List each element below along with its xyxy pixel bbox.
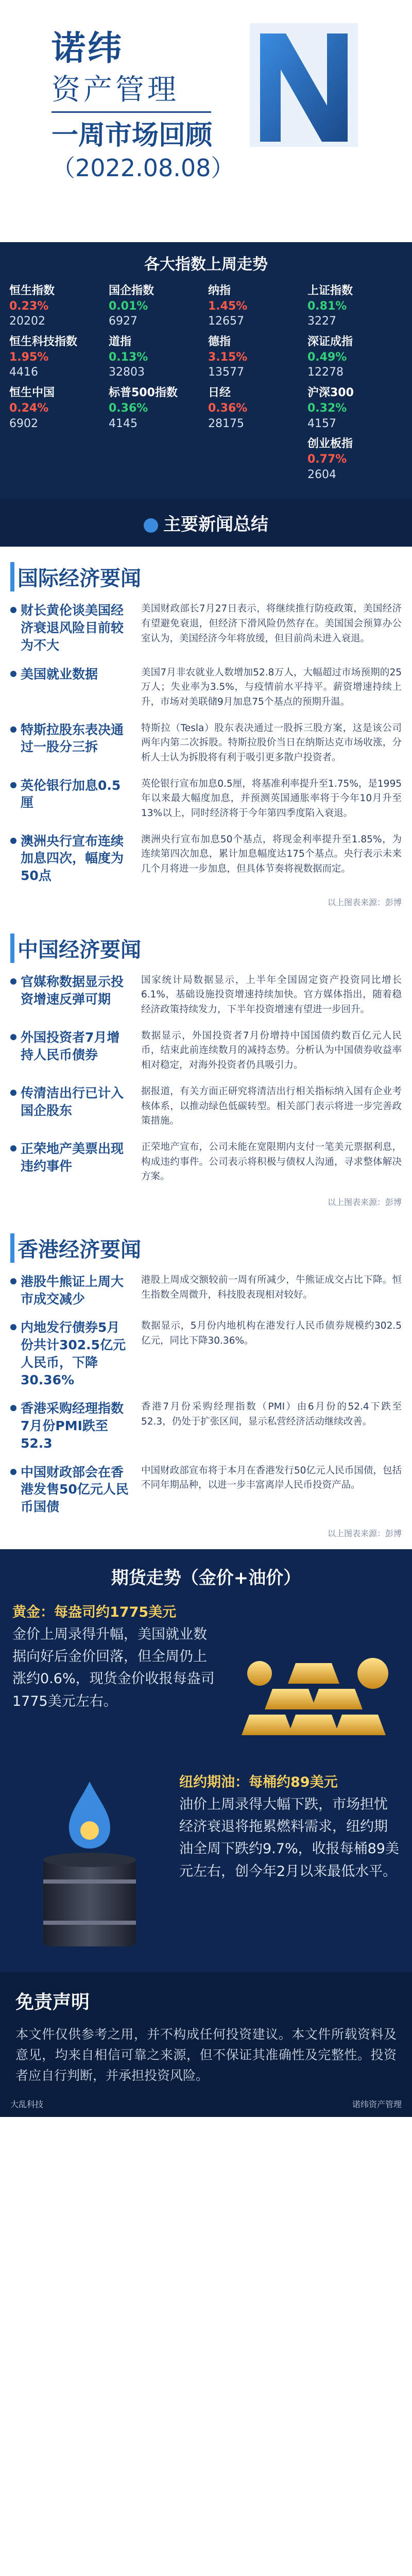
news-entry [10, 1273, 402, 1308]
index-name: 德指 [208, 335, 231, 349]
bullet-icon [10, 1469, 16, 1475]
index-name: 上证指数 [307, 284, 353, 297]
gold-highlight: 黄金：每盎司约1775美元 [12, 1604, 177, 1620]
news-entry [10, 1464, 402, 1516]
news-entry-body: 中国财政部宣布将于本月在香港发行50亿元人民币国债，包括不同年期品种，以进一步丰富离岸人民币投资产品。 [141, 1465, 402, 1491]
index-name: 恒生科技指数 [9, 335, 78, 349]
index-change: 0.36% [109, 401, 148, 415]
index-grid [9, 283, 403, 482]
index-performance-section [0, 242, 412, 499]
intl-source: 以上图表来源：彭博 [327, 897, 402, 907]
index-change: 3.15% [208, 350, 248, 364]
index-item [208, 385, 303, 431]
index-item [109, 283, 204, 329]
commodity-section [0, 1549, 412, 1972]
cn-news-list [10, 973, 402, 1184]
news-summary-title: 主要新闻总结 [163, 514, 268, 535]
oil-text [179, 1771, 400, 1957]
bullet-icon [10, 978, 16, 985]
news-entry-title: 传清洁出行已计入国企股东 [21, 1085, 124, 1118]
index-value: 12278 [307, 366, 344, 379]
disclaimer-title: 免责声明 [15, 1991, 90, 2013]
index-change: 1.45% [208, 299, 248, 313]
gold-text [12, 1601, 218, 1756]
news-entry-body: 美国7月非农就业人数增加52.8万人，大幅超过市场预期的25万人；失业率为3.5%，与疫情前水平持平。薪资增速持续上升，市场对美联储9月加息75个基点的预期升温。 [141, 667, 402, 707]
news-entry-body: 英伦银行宣布加息0.5厘，将基准利率提升至1.75%，是1995年以来最大幅度加息，并预测英国通胀率将于今年10月升至13%以上，同时经济将于今年第四季度陷入衰退。 [141, 778, 402, 819]
news-entry-label [10, 1400, 129, 1452]
brand-name: 诺纬 [52, 28, 124, 68]
index-name: 纳指 [208, 284, 231, 297]
index-change: 1.95% [9, 350, 49, 364]
news-entry-label [10, 973, 129, 1018]
index-name: 标普500指数 [109, 386, 178, 400]
oil-barrel-icon [12, 1771, 167, 1957]
bullet-icon [10, 782, 16, 788]
news-entry [10, 1319, 402, 1388]
index-item [9, 385, 105, 431]
index-change: 0.36% [208, 401, 248, 415]
intl-news-list [10, 602, 402, 885]
disclaimer-section [0, 1972, 412, 2117]
bullet-icon [10, 607, 16, 613]
gold-bars-icon [229, 1601, 399, 1756]
index-name: 创业板指 [307, 437, 353, 451]
news-entry-label [10, 1140, 129, 1184]
news-entry [10, 1084, 402, 1129]
news-entry-label [10, 721, 129, 766]
news-entry [10, 602, 402, 654]
index-item [307, 436, 403, 482]
index-item [307, 334, 403, 380]
index-value: 4416 [9, 366, 38, 379]
bullet-icon [10, 726, 16, 733]
news-entry [10, 833, 402, 885]
index-item [9, 334, 105, 380]
index-name: 恒生指数 [9, 284, 55, 297]
index-value: 6902 [9, 417, 38, 430]
news-entry-label [10, 777, 129, 821]
gold-description: 金价上周录得升幅，美国就业数据向好后金价回落，但全周仍上涨约0.6%，现货金价收报每盎司1775美元左右。 [12, 1626, 215, 1709]
news-entry-title: 港股牛熊证上周大市成交减少 [21, 1274, 124, 1307]
index-change: 0.81% [307, 299, 347, 313]
news-entry-title: 内地发行债券5月份共计302.5亿元人民币，下降30.36% [21, 1320, 126, 1387]
index-item [9, 283, 105, 329]
hk-source: 以上图表来源：彭博 [327, 1528, 402, 1538]
header [0, 0, 412, 242]
intl-news-section [0, 547, 412, 918]
news-entry-body: 美国财政部长7月27日表示，将继续推行防疫政策，美国经济有望避免衰退，但经济下滑风险仍然存在。美国国会预算办公室认为，美国经济今年将放缓，但目前尚未进入衰退。 [141, 603, 402, 644]
index-value: 28175 [208, 417, 244, 430]
index-name: 沪深300 [307, 386, 354, 400]
oil-description: 油价上周录得大幅下跌，市场担忧经济衰退将拖累燃料需求，纽约期油全周下跌约9.7%，收报每桶89美元左右，创今年2月以来最低水平。 [179, 1797, 399, 1879]
gold-block [12, 1601, 400, 1756]
bullet-icon [10, 1034, 16, 1040]
report-title: 一周市场回顾 [52, 120, 213, 151]
index-change: 0.77% [307, 452, 347, 466]
index-name: 日经 [208, 386, 231, 400]
brand-subtitle: 资产管理 [52, 73, 179, 107]
news-entry-body: 澳洲央行宣布加息50个基点，将现金利率提升至1.85%，为连续第四次加息，累计加息幅度达175个基点。央行表示未来几个月将进一步加息，但具体节奏将视数据而定。 [141, 834, 402, 874]
company-logo [239, 18, 368, 152]
index-item [9, 436, 105, 482]
index-value: 13577 [208, 366, 244, 379]
bullet-icon [10, 671, 16, 677]
index-change: 0.13% [109, 350, 148, 364]
index-change: 0.01% [109, 299, 148, 313]
news-entry-body: 数据显示，5月份内地机构在港发行人民币债券规模约302.5亿元，同比下降30.36%。 [141, 1320, 402, 1347]
news-entry-label [10, 1464, 129, 1516]
report-date: （2022.08.08） [52, 154, 235, 182]
index-change: 0.23% [9, 299, 49, 313]
hk-news-heading: 香港经济要闻 [10, 1233, 402, 1263]
news-entry [10, 721, 402, 766]
bullet-icon [10, 1324, 16, 1330]
bullet-icon [10, 1090, 16, 1096]
news-entry-title: 澳洲央行宣布连续加息四次，幅度为50点 [21, 833, 124, 884]
news-entry-label [10, 666, 129, 710]
index-section-title: 各大指数上周走势 [144, 256, 268, 274]
news-entry-title: 官媒称数据显示投资增速反弹可期 [21, 974, 124, 1007]
news-entry-body: 特斯拉（Tesla）股东表决通过一股拆三股方案，这是该公司两年内第二次拆股。特斯拉股价当日在纳斯达克市场收涨，分析人士认为拆股将有利于吸引更多散户投资者。 [141, 722, 402, 763]
news-entry-label [10, 602, 129, 654]
news-entry-title: 正荣地产美票出现违约事件 [21, 1141, 124, 1174]
news-entry [10, 973, 402, 1018]
index-name: 国企指数 [109, 284, 154, 297]
intl-news-heading: 国际经济要闻 [10, 562, 402, 591]
index-value: 6927 [109, 315, 138, 328]
commodity-title: 期货走势（金价+油价） [111, 1567, 301, 1588]
index-item [208, 436, 303, 482]
cn-source: 以上图表来源：彭博 [327, 1197, 402, 1207]
index-change: 0.24% [9, 401, 49, 415]
disclaimer-text: 本文件仅供参考之用，并不构成任何投资建议。本文件所载资料及意见，均来自相信可靠之来源，但不保证其准确性及完整性。投资者应自行判断，并承担投资风险。 [15, 2026, 397, 2083]
cn-news-heading: 中国经济要闻 [10, 934, 402, 963]
bullet-icon [10, 1145, 16, 1151]
cn-news-section [0, 918, 412, 1218]
index-name: 道指 [109, 335, 132, 349]
news-entry-body: 港股上周成交额较前一周有所减少，牛熊证成交占比下降。恒生指数全周微升，科技股表现相对较好。 [141, 1274, 402, 1300]
bullet-icon [10, 1405, 16, 1411]
news-entry-label [10, 1273, 129, 1308]
index-item [307, 283, 403, 329]
news-entry-label [10, 1084, 129, 1129]
oil-block [12, 1771, 400, 1957]
news-entry-body: 正荣地产宣布，公司未能在宽限期内支付一笔美元票据利息，构成违约事件。公司表示将积极与债权人沟通，寻求整体解决方案。 [141, 1141, 402, 1182]
news-entry [10, 666, 402, 710]
news-entry-title: 英伦银行加息0.5厘 [21, 777, 121, 810]
index-value: 32803 [109, 366, 145, 379]
news-entry-title: 外国投资者7月增持人民币债券 [21, 1029, 120, 1062]
index-item [208, 283, 303, 329]
hk-news-list [10, 1273, 402, 1516]
circle-icon [144, 518, 158, 533]
bullet-icon [10, 838, 16, 844]
news-entry-title: 中国财政部会在香港发售50亿元人民币国债 [21, 1464, 129, 1515]
index-item [109, 385, 204, 431]
index-item [109, 436, 204, 482]
hk-news-section [0, 1218, 412, 1549]
oil-highlight: 纽约期油：每桶约89美元 [179, 1774, 338, 1790]
news-entry-title: 美国就业数据 [21, 666, 98, 682]
index-change: 0.32% [307, 401, 347, 415]
index-value: 4145 [109, 417, 138, 430]
index-item [307, 385, 403, 431]
news-entry [10, 777, 402, 821]
index-value: 12657 [208, 315, 244, 328]
bullet-icon [10, 1278, 16, 1284]
news-entry-label [10, 1319, 129, 1388]
news-summary-bar [0, 499, 412, 547]
news-entry-title: 特斯拉股东表决通过一股分三拆 [21, 722, 124, 755]
news-entry [10, 1140, 402, 1184]
news-entry-label [10, 1029, 129, 1073]
footer-brand: 诺纬资产管理 [352, 2099, 402, 2109]
index-change: 0.49% [307, 350, 347, 364]
index-name: 深证成指 [307, 335, 353, 349]
news-entry-body: 据报道，有关方面正研究将清洁出行相关指标纳入国有企业考核体系，以推动绿色低碳转型。相关部门表示将进一步完善政策措施。 [141, 1086, 402, 1127]
index-value: 4157 [307, 417, 336, 430]
news-entry-body: 国家统计局数据显示，上半年全国固定资产投资同比增长6.1%，基础设施投资增速持续加快。官方媒体指出，随着稳经济政策持续发力，下半年投资增速有望进一步回升。 [141, 974, 402, 1015]
index-item [208, 334, 303, 380]
title-divider [52, 111, 211, 113]
news-entry-title: 财长黄伦谈美国经济衰退风险目前较为不大 [21, 603, 124, 653]
news-entry [10, 1400, 402, 1452]
news-entry [10, 1029, 402, 1073]
news-entry-title: 香港采购经理指数7月份PMI跌至52.3 [21, 1401, 124, 1451]
news-entry-body: 香港7月份采购经理指数（PMI）由6月份的52.4下跌至52.3，仍处于扩张区间，显示私营经济活动继续改善。 [141, 1401, 402, 1428]
index-item [109, 334, 204, 380]
index-value: 20202 [9, 315, 45, 328]
index-value: 3227 [307, 315, 336, 328]
news-entry-label [10, 833, 129, 885]
index-name: 恒生中国 [9, 386, 55, 400]
news-entry-body: 数据显示，外国投资者7月份增持中国国债约数百亿元人民币，结束此前连续数月的减持态势。分析认为中国债券收益率相对稳定，对海外投资者仍具吸引力。 [141, 1030, 402, 1071]
footer-watermark: 大乱科技 [10, 2099, 44, 2109]
index-value: 2604 [307, 468, 336, 481]
